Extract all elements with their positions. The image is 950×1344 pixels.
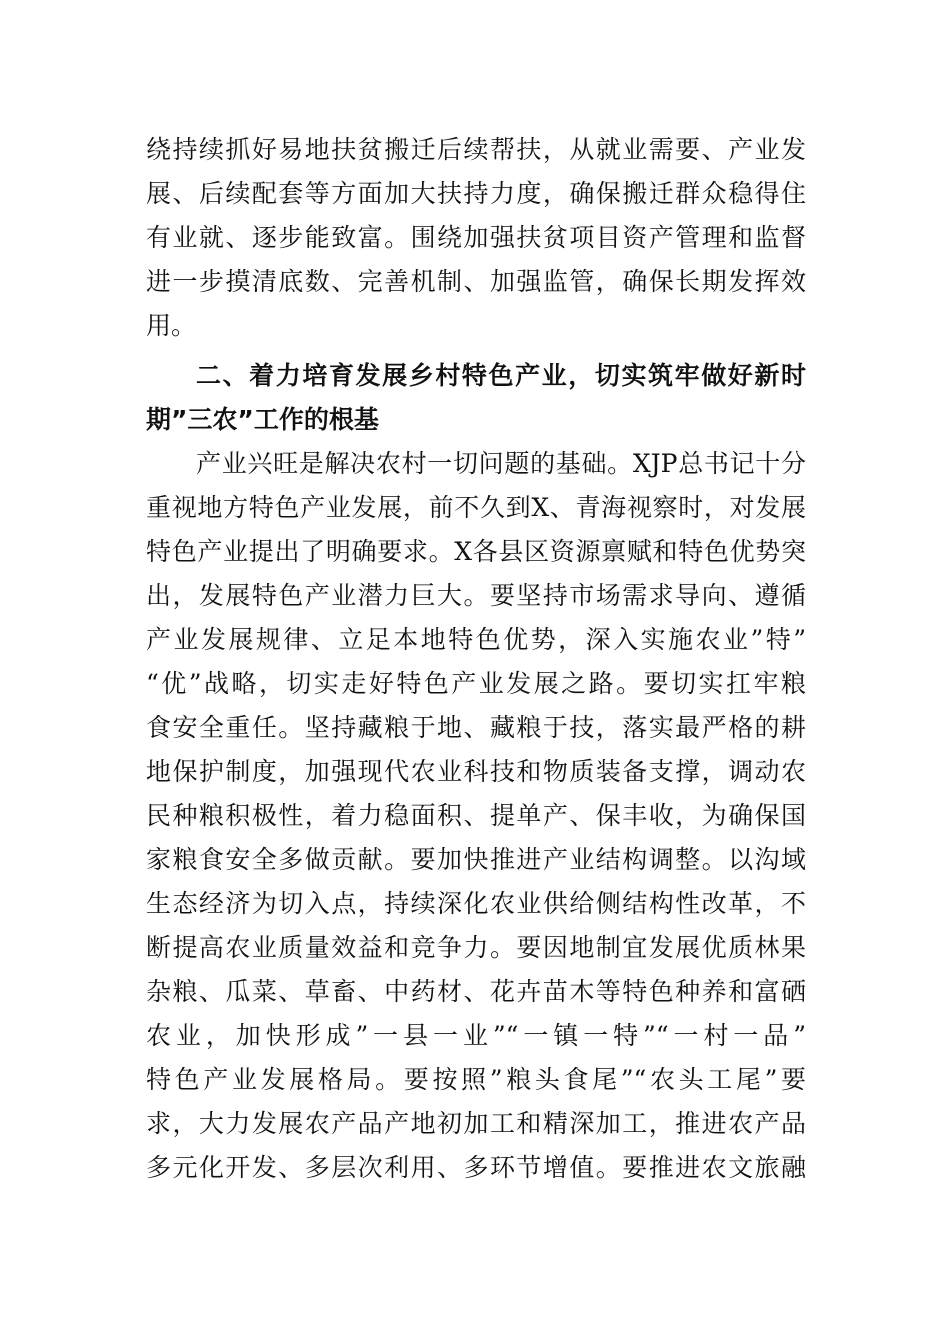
paragraph-2-line-7: 食安全重任。坚持藏粮于地、藏粮于技，落实最严格的耕	[146, 713, 806, 742]
paragraph-1-line-1: 绕持续抓好易地扶贫搬迁后续帮扶，从就业需要、产业发	[146, 135, 806, 164]
paragraph-1-line-2: 展、后续配套等方面加大扶持力度，确保搬迁群众稳得住	[146, 179, 806, 208]
paragraph-2-line-4: 出，发展特色产业潜力巨大。要坚持市场需求导向、遵循	[146, 581, 806, 610]
paragraph-2-line-8: 地保护制度，加强现代农业科技和物质装备支撑，调动农	[146, 757, 806, 786]
section-heading-line-1: 二、着力培育发展乡村特色产业，切实筑牢做好新时	[196, 361, 806, 390]
paragraph-2-line-10: 家粮食安全多做贡献。要加快推进产业结构调整。以沟域	[146, 845, 806, 874]
paragraph-2-line-16: 求，大力发展农产品产地初加工和精深加工，推进农产品	[146, 1109, 806, 1138]
paragraph-1-line-5: 用。	[146, 311, 197, 340]
paragraph-2-line-13: 杂粮、瓜菜、草畜、中药材、花卉苗木等特色种养和富硒	[146, 977, 806, 1006]
paragraph-1-line-4: 进一步摸清底数、完善机制、加强监管，确保长期发挥效	[146, 267, 806, 296]
paragraph-2-line-3: 特色产业提出了明确要求。X各县区资源禀赋和特色优势突	[146, 537, 806, 566]
paragraph-2-line-14: 农业，加快形成”一县一业”“一镇一特”“一村一品”	[146, 1021, 806, 1050]
paragraph-2-line-5: 产业发展规律、立足本地特色优势，深入实施农业”特”	[146, 625, 806, 654]
paragraph-2-line-9: 民种粮积极性，着力稳面积、提单产、保丰收，为确保国	[146, 801, 806, 830]
paragraph-2-line-1: 产业兴旺是解决农村一切问题的基础。XJP总书记十分	[196, 449, 806, 478]
paragraph-2-line-12: 断提高农业质量效益和竞争力。要因地制宜发展优质林果	[146, 933, 806, 962]
paragraph-2-line-15: 特色产业发展格局。要按照”粮头食尾”“农头工尾”要	[146, 1065, 806, 1094]
paragraph-2-line-11: 生态经济为切入点，持续深化农业供给侧结构性改革，不	[146, 889, 806, 918]
paragraph-2-line-17: 多元化开发、多层次利用、多环节增值。要推进农文旅融	[146, 1153, 806, 1182]
paragraph-1-line-3: 有业就、逐步能致富。围绕加强扶贫项目资产管理和监督	[146, 223, 806, 252]
paragraph-2-line-6: “优”战略，切实走好特色产业发展之路。要切实扛牢粮	[146, 669, 806, 698]
section-heading-line-2: 期”三农”工作的根基	[146, 405, 379, 434]
paragraph-2-line-2: 重视地方特色产业发展，前不久到X、青海视察时，对发展	[146, 493, 806, 522]
